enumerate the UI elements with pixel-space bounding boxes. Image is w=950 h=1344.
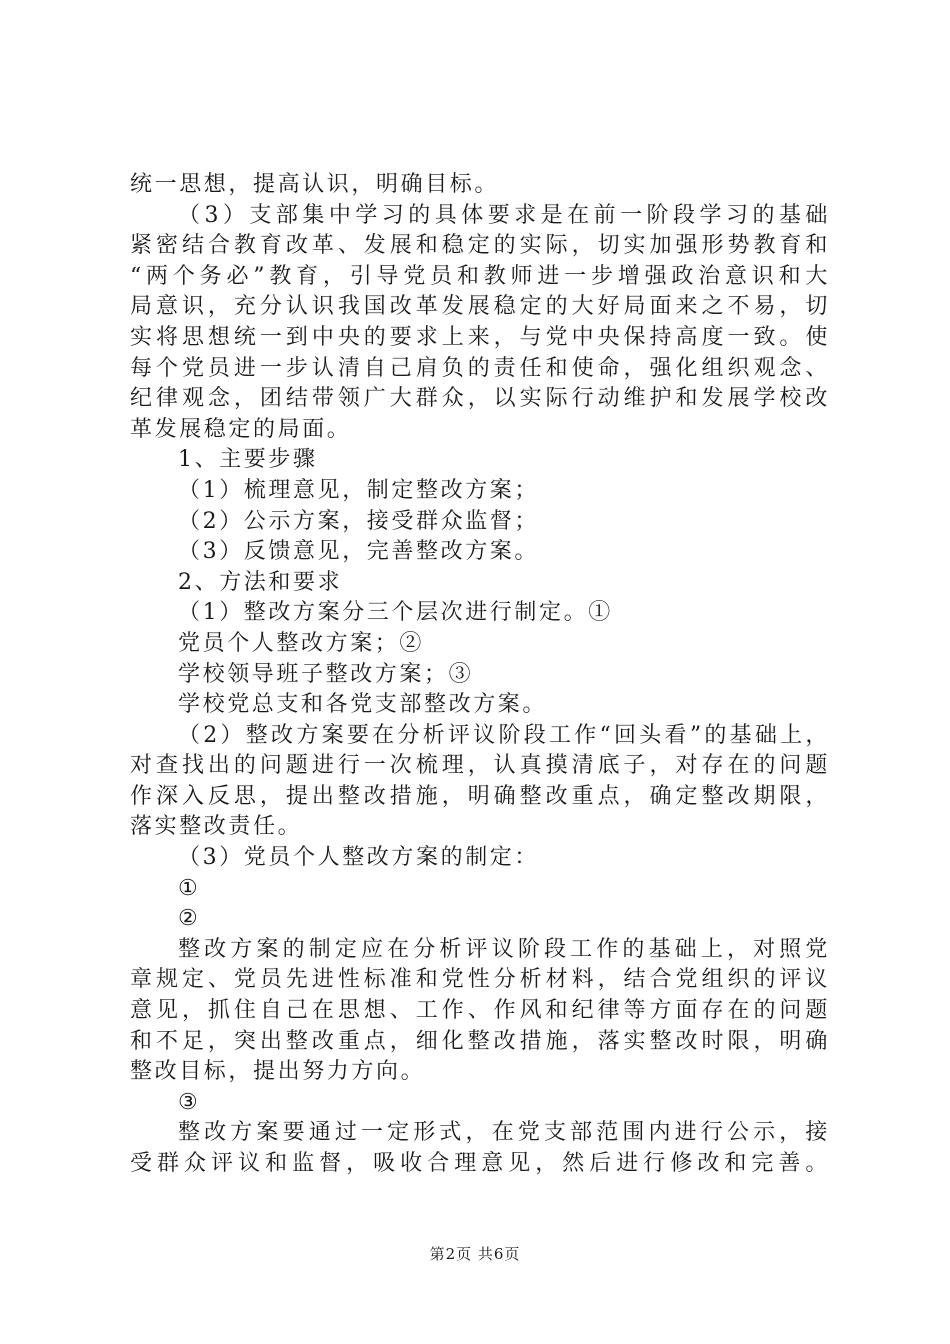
list-item: 党员个人整改方案；②	[178, 630, 425, 656]
text-line: 整改方案要通过一定形式，在党支部范围内进行公示，接	[178, 1120, 830, 1146]
text-line: （3）支部集中学习的具体要求是在前一阶段学习的基础	[178, 202, 830, 228]
text-line: 纪律观念，团结带领广大群众，以实际行动维护和发展学校改	[130, 386, 830, 412]
text-line: 整改方案的制定应在分析评议阶段工作的基础上，对照党	[178, 936, 830, 962]
section-heading: 1、主要步骤	[178, 447, 318, 473]
text-line: （2）整改方案要在分析评议阶段工作“回头看”的基础上，	[178, 722, 830, 748]
text-line: 每个党员进一步认清自己肩负的责任和使命，强化组织观念、	[130, 355, 830, 381]
text-line: 局意识，充分认识我国改革发展稳定的大好局面来之不易，切	[130, 294, 830, 320]
text-line: 落实整改责任。	[130, 814, 303, 840]
text-line: 和不足，突出整改重点，细化整改措施，落实整改时限，明确	[130, 1028, 830, 1054]
text-line: 作深入反思，提出整改措施，明确整改重点，确定整改期限，	[130, 783, 830, 809]
text-line: 整改目标，提出努力方向。	[130, 1059, 426, 1085]
list-item: 学校领导班子整改方案；③	[178, 661, 474, 687]
list-item: （1）整改方案分三个层次进行制定。①	[178, 600, 613, 626]
list-marker: ②	[178, 906, 201, 932]
text-line: 章规定、党员先进性标准和党性分析材料，结合党组织的评议	[130, 967, 830, 993]
list-marker: ①	[178, 875, 201, 901]
list-marker: ③	[178, 1089, 201, 1115]
list-item: （1）梳理意见，制定整改方案；	[178, 477, 539, 503]
text-line: 统一思想，提高认识，明确目标。	[130, 172, 500, 197]
text-line: 紧密结合教育改革、发展和稳定的实际，切实加强形势教育和	[130, 233, 830, 259]
text-line: 对查找出的问题进行一次梳理，认真摸清底子，对存在的问题	[130, 753, 830, 779]
text-line: 实将思想统一到中央的要求上来，与党中央保持高度一致。使	[130, 324, 830, 350]
text-line: 意见，抓住自己在思想、工作、作风和纪律等方面存在的问题	[130, 998, 830, 1024]
list-item: （2）公示方案，接受群众监督；	[178, 508, 539, 534]
text-line: （3）党员个人整改方案的制定：	[178, 845, 539, 871]
page-number-footer: 第2页 共6页	[429, 1245, 521, 1263]
section-heading: 2、方法和要求	[178, 569, 343, 595]
text-line: “两个务必”教育，引导党员和教师进一步增强政治意识和大	[130, 263, 830, 289]
list-item: （3）反馈意见，完善整改方案。	[178, 539, 539, 565]
text-line: 受群众评议和监督，吸收合理意见，然后进行修改和完善。	[130, 1151, 830, 1176]
list-item: 学校党总支和各党支部整改方案。	[178, 692, 548, 718]
document-body	[130, 170, 830, 1180]
text-line: 革发展稳定的局面。	[130, 416, 352, 442]
